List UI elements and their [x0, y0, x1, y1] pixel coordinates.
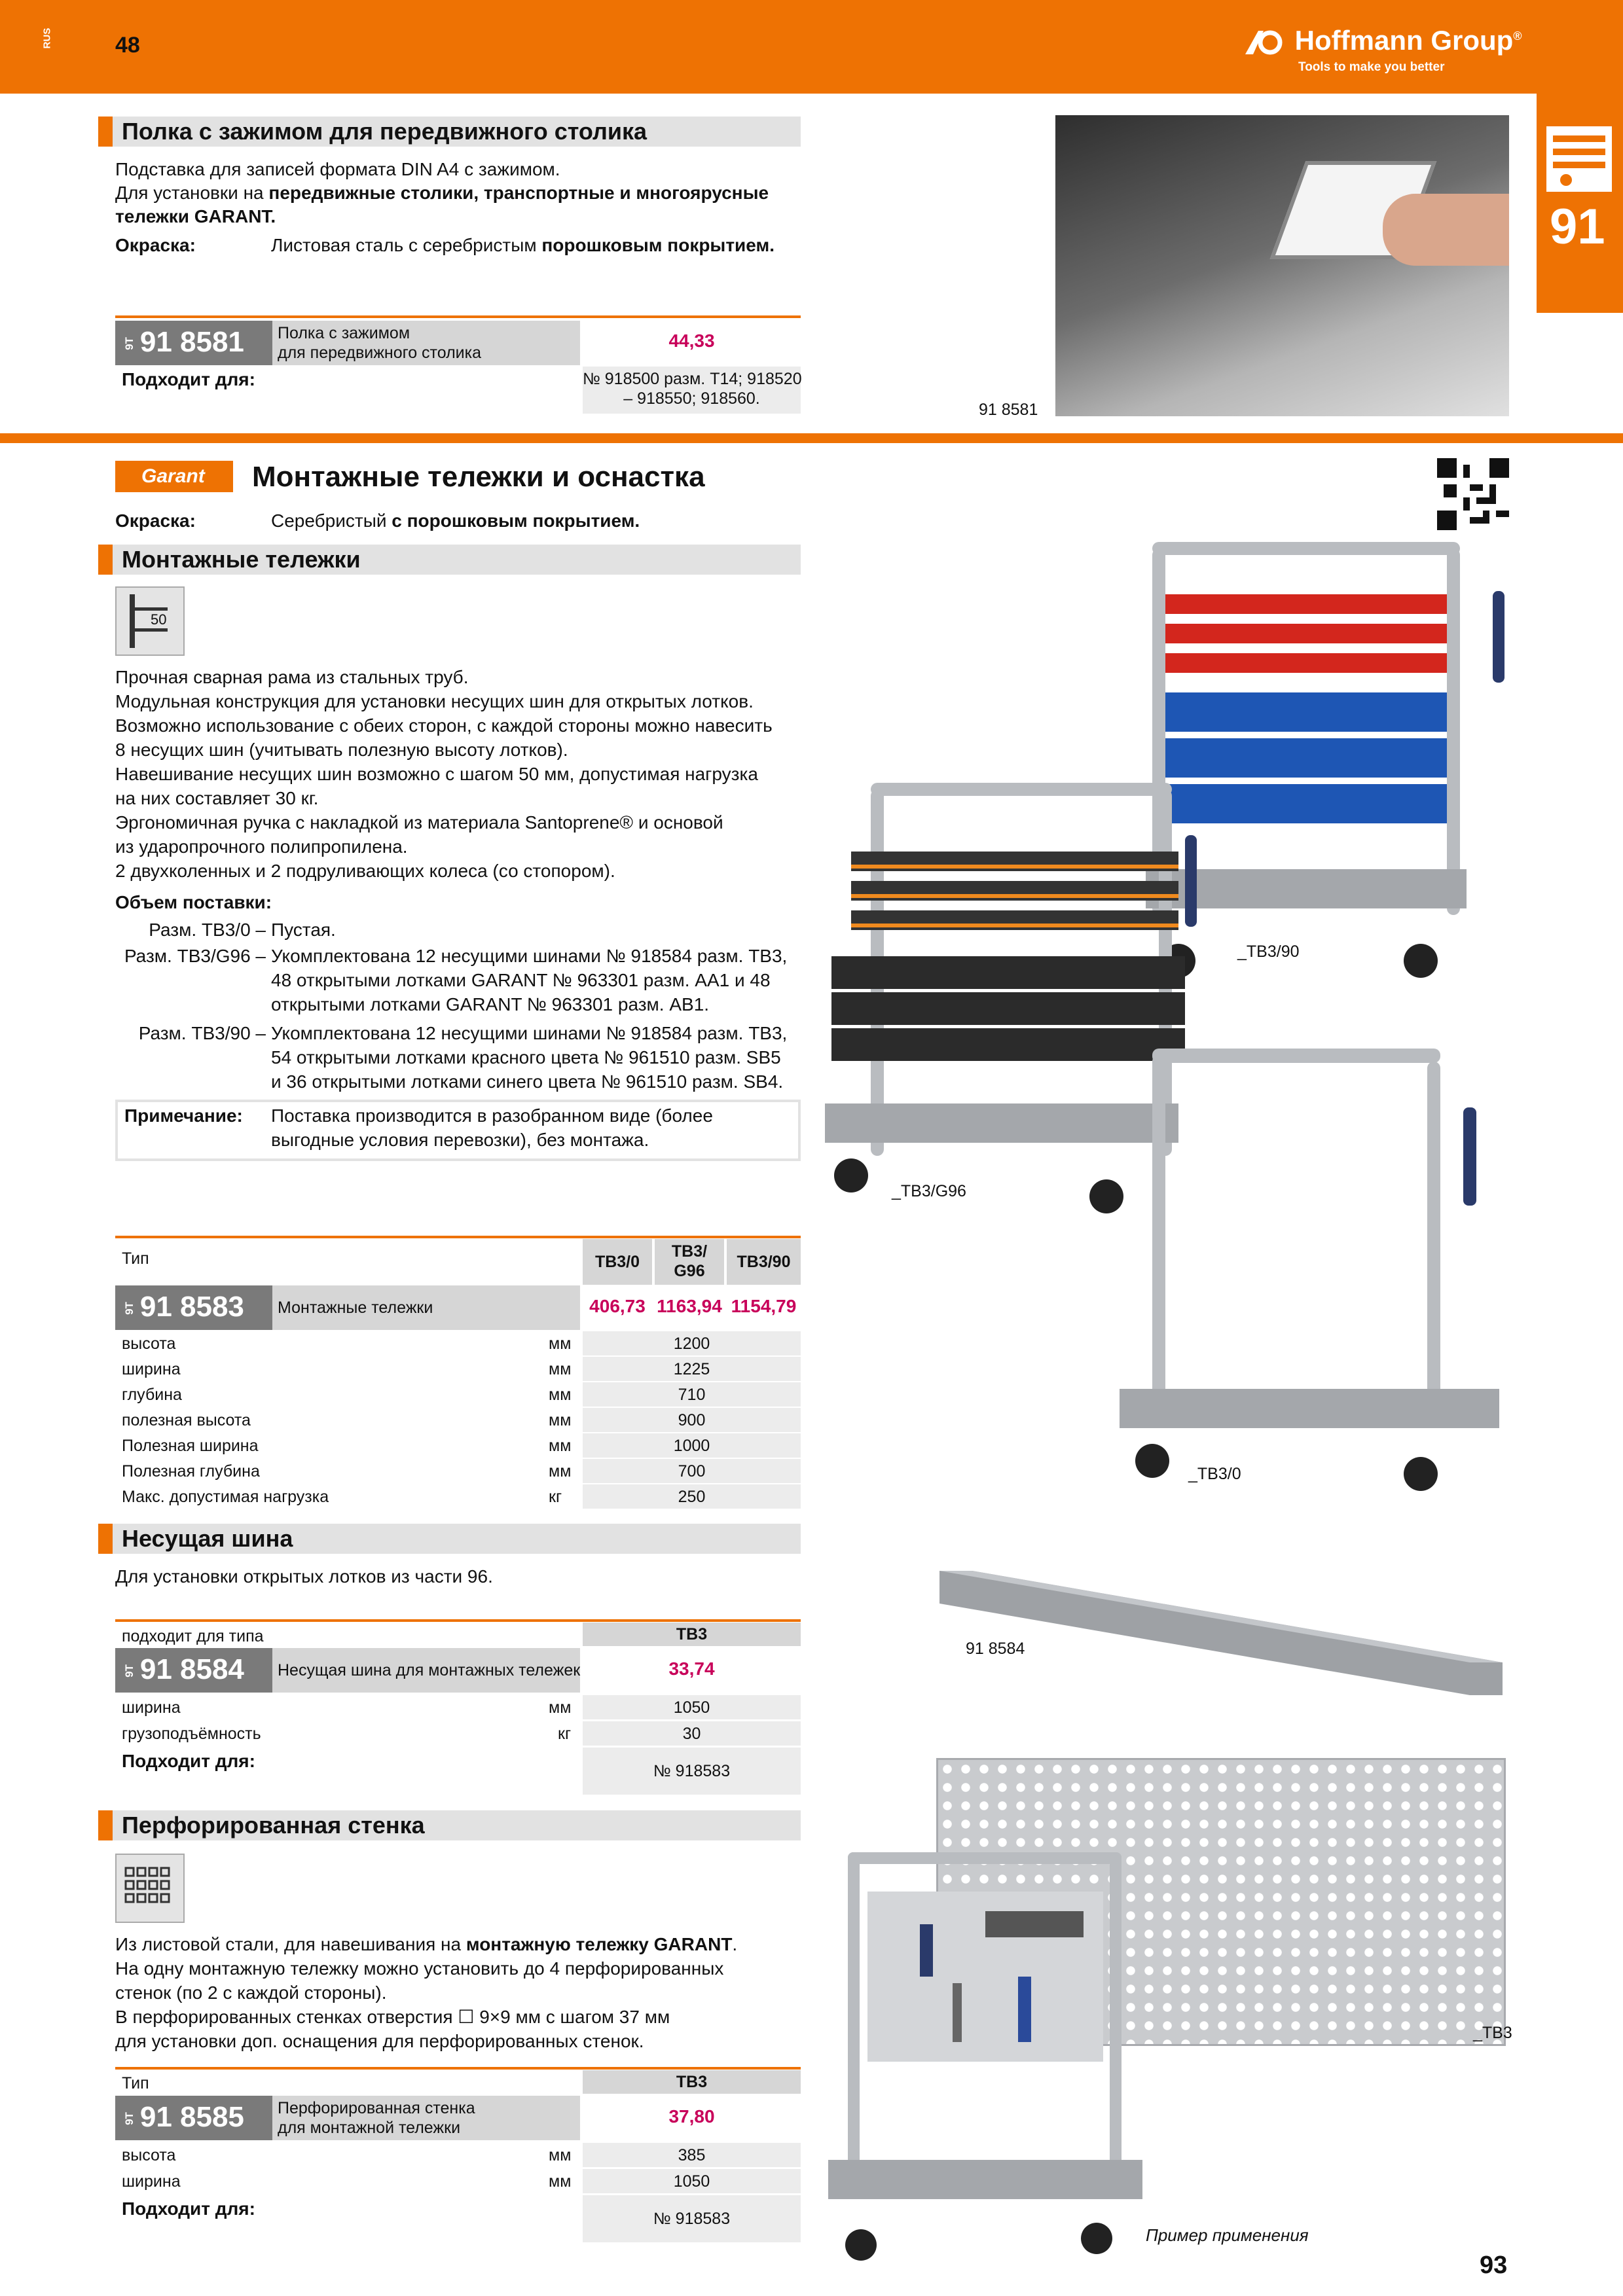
- s4-row-width-unit: мм: [549, 1698, 572, 1717]
- section-divider: [0, 433, 1623, 443]
- s2-paint-label: Окраска:: [115, 511, 196, 531]
- s3-price-tb3-g96: 1163,94: [657, 1296, 722, 1316]
- brand-logo: Hoffmann Group®: [1244, 25, 1522, 57]
- s3-variant-2: Укомплектована 12 несущими шинами № 918584 разм. TB3, 48 открытыми лотками GARANT № 963301 разм. AA1 и 48 открытыми лотками GARANT № 963301 разм. AB1.: [271, 946, 788, 1014]
- section-title-assembly-trolleys: Монтажные тележки: [98, 545, 801, 575]
- s5-article-number: 9T 91 8585: [115, 2096, 272, 2140]
- s4-type-label: подходит для типа: [122, 1627, 264, 1645]
- hoffmann-logo-icon: [1244, 28, 1287, 57]
- table-row: полезная высота мм 900: [115, 1408, 801, 1433]
- s5-text-4: В перфорированных стенках отверстия ☐ 9×9 мм с шагом 37 мм: [115, 2007, 670, 2027]
- s4-table-topline: [115, 1619, 801, 1622]
- caption-tb3-0: _TB3/0: [1188, 1465, 1241, 1483]
- s3-variant-3-label: Разм. TB3/90 –: [138, 1023, 266, 1043]
- s4-col-tb3: TB3: [583, 1623, 801, 1646]
- s3-type-label: Тип: [122, 1249, 149, 1268]
- table-row: высота мм 1200: [115, 1331, 801, 1357]
- caption-application-example: Пример применения: [1146, 2225, 1309, 2245]
- s5-article-desc: Перфорированная стенка для монтажной тележки: [272, 2096, 580, 2140]
- s2-title: Монтажные тележки и оснастка: [252, 461, 705, 493]
- s5-row-height-unit: мм: [549, 2146, 572, 2164]
- clip-shelf-photo: [1055, 115, 1509, 416]
- s5-fits-label: Подходит для:: [122, 2198, 255, 2219]
- brand-tagline: Tools to make you better: [1298, 60, 1445, 74]
- s5-row-width-unit: мм: [549, 2172, 572, 2191]
- s3-article-number: 9T 91 8583: [115, 1285, 272, 1330]
- application-example-image: [822, 1852, 1162, 2271]
- caption-tb3-g96: _TB3/G96: [892, 1182, 966, 1200]
- s5-text-5: для установки доп. оснащения для перфорированных стенок.: [115, 2031, 644, 2051]
- s5-table-topline: [115, 2067, 801, 2070]
- garant-logo: Garant: [115, 461, 233, 492]
- s3-spec-table: [115, 1331, 801, 1510]
- s2-paint-value: Серебристый с порошковым покрытием.: [271, 511, 640, 531]
- s1-text-2: Для установки на передвижные столики, транспортные и многоярусные: [115, 183, 769, 203]
- s3-table-topline: [115, 1236, 801, 1238]
- s3-col-tb3-g96: TB3/ G96: [655, 1239, 724, 1285]
- table-row: ширина мм 1225: [115, 1357, 801, 1382]
- carrier-rail-image: [933, 1564, 1509, 1702]
- section-number: 91: [1550, 199, 1605, 255]
- brand-name: Hoffmann Group: [1294, 25, 1514, 56]
- s1-paint-value: Листовая сталь с серебристым порошковым покрытием.: [271, 235, 775, 255]
- s3-col-tb3-0: TB3/0: [583, 1239, 652, 1285]
- s5-row-height-name: высота: [122, 2146, 176, 2164]
- s4-text: Для установки открытых лотков из части 96.: [115, 1566, 493, 1587]
- s3-article-desc: Монтажные тележки: [272, 1285, 580, 1330]
- s1-price: 44,33: [668, 331, 715, 351]
- s1-article-number: 9T 91 8581: [115, 321, 272, 365]
- header-bar: [0, 0, 1623, 94]
- s4-row-width-value: 1050: [583, 1695, 801, 1719]
- s4-article-desc: Несущая шина для монтажных тележек: [272, 1648, 580, 1693]
- table-row: Полезная глубина мм 700: [115, 1459, 801, 1484]
- s3-price-tb3-90: 1154,79: [731, 1296, 797, 1316]
- svg-text:50: 50: [151, 611, 167, 628]
- perforated-icon: [115, 1854, 185, 1923]
- s1-text-1: Подставка для записей формата DIN A4 с зажимом.: [115, 159, 560, 179]
- s3-variant-2-label: Разм. TB3/G96 –: [124, 946, 266, 966]
- s4-article-number: 9T 91 8584: [115, 1648, 272, 1693]
- s3-scope-label: Объем поставки:: [115, 892, 272, 912]
- s5-text-2: На одну монтажную тележку можно установить до 4 перфорированных: [115, 1958, 724, 1979]
- s3-price-tb3-0: 406,73: [589, 1296, 646, 1316]
- s4-row-width-name: ширина: [122, 1698, 181, 1717]
- hand-shape: [1383, 194, 1509, 266]
- s5-price: 37,80: [668, 2106, 715, 2126]
- s1-image-caption: 91 8581: [979, 401, 1038, 419]
- s3-col-tb3-90: TB3/90: [727, 1239, 801, 1285]
- s5-type-label: Тип: [122, 2074, 149, 2092]
- s1-fits-value: № 918500 разм. T14; 918520 – 918550; 918560.: [583, 367, 801, 414]
- s5-row-width-value: 1050: [583, 2169, 801, 2193]
- s5-col-tb3: TB3: [583, 2070, 801, 2094]
- section-tab: [1537, 94, 1623, 313]
- section-title-clip-shelf: Полка с зажимом для передвижного столика: [98, 117, 801, 147]
- s4-row-load-name: грузоподъёмность: [122, 1725, 261, 1743]
- s1-fits-label: Подходит для:: [122, 369, 255, 389]
- s1-article-desc: Полка с зажимом для передвижного столика: [272, 321, 580, 365]
- height-50-icon: [115, 586, 185, 656]
- s3-note-text: Поставка производится в разобранном виде (более выгодные условия перевозки), без монтажа.: [271, 1105, 713, 1150]
- table-row: Полезная ширина мм 1000: [115, 1433, 801, 1459]
- trolley-icon: [1546, 126, 1612, 192]
- section-title-carrier-rail: Несущая шина: [98, 1524, 801, 1554]
- table-row: Макс. допустимая нагрузка кг 250: [115, 1484, 801, 1510]
- lang-label: RUS: [41, 27, 53, 49]
- s5-fits-value: № 918583: [583, 2195, 801, 2242]
- caption-tb3-90: _TB3/90: [1237, 942, 1300, 961]
- qr-code-icon: [1437, 458, 1509, 530]
- page-number-left: 48: [115, 33, 140, 58]
- page-number-right: 93: [1480, 2251, 1508, 2279]
- s5-text-1: Из листовой стали, для навешивания на монтажную тележку GARANT.: [115, 1934, 738, 1954]
- s3-variant-1: Пустая.: [271, 920, 336, 940]
- s3-variant-1-label: Разм. TB3/0 –: [149, 920, 266, 940]
- s4-price: 33,74: [668, 1659, 715, 1679]
- s5-row-height-value: 385: [583, 2143, 801, 2167]
- s5-row-width-name: ширина: [122, 2172, 181, 2191]
- s3-variant-3: Укомплектована 12 несущими шинами № 918584 разм. TB3, 54 открытыми лотками красного цвета № 961510 разм. SB5 и 36 открытыми лотками синего цвета № 961510 разм. SB4.: [271, 1023, 788, 1092]
- s4-fits-label: Подходит для:: [122, 1751, 255, 1771]
- s1-text-3: тележки GARANT.: [115, 206, 276, 226]
- s4-fits-value: № 918583: [583, 1748, 801, 1795]
- s4-row-load-unit: кг: [558, 1725, 572, 1743]
- trolley-tb3-0-image: [1113, 1049, 1506, 1494]
- s5-text-3: стенок (по 2 с каждой стороны).: [115, 1982, 387, 2003]
- section-title-perforated-wall: Перфорированная стенка: [98, 1810, 801, 1840]
- s1-table-topline: [115, 315, 801, 318]
- s3-description: Прочная сварная рама из стальных труб. Модульная конструкция для установки несущих шин для открытых лотков. Возможно использование с обеих сторон, с каждой стороны можно навесить 8 несущих шин (учитывать полезную высоту лотков). Навешивание несущих шин возможно с шагом 50 мм, допустимая нагрузка на них составляет 30 кг. Эргономичная ручка с накладкой из материала Santoprene® и основой из ударопрочного полипропилена. 2 двухколенных и 2 подруливающих колеса (со стопором).: [115, 667, 773, 881]
- s3-note-label: Примечание:: [124, 1105, 243, 1126]
- caption-tb3: _TB3: [1473, 2024, 1512, 2042]
- s1-paint-label: Окраска:: [115, 235, 196, 255]
- caption-91-8584: 91 8584: [966, 1640, 1025, 1658]
- table-row: глубина мм 710: [115, 1382, 801, 1408]
- s4-row-load-value: 30: [583, 1721, 801, 1746]
